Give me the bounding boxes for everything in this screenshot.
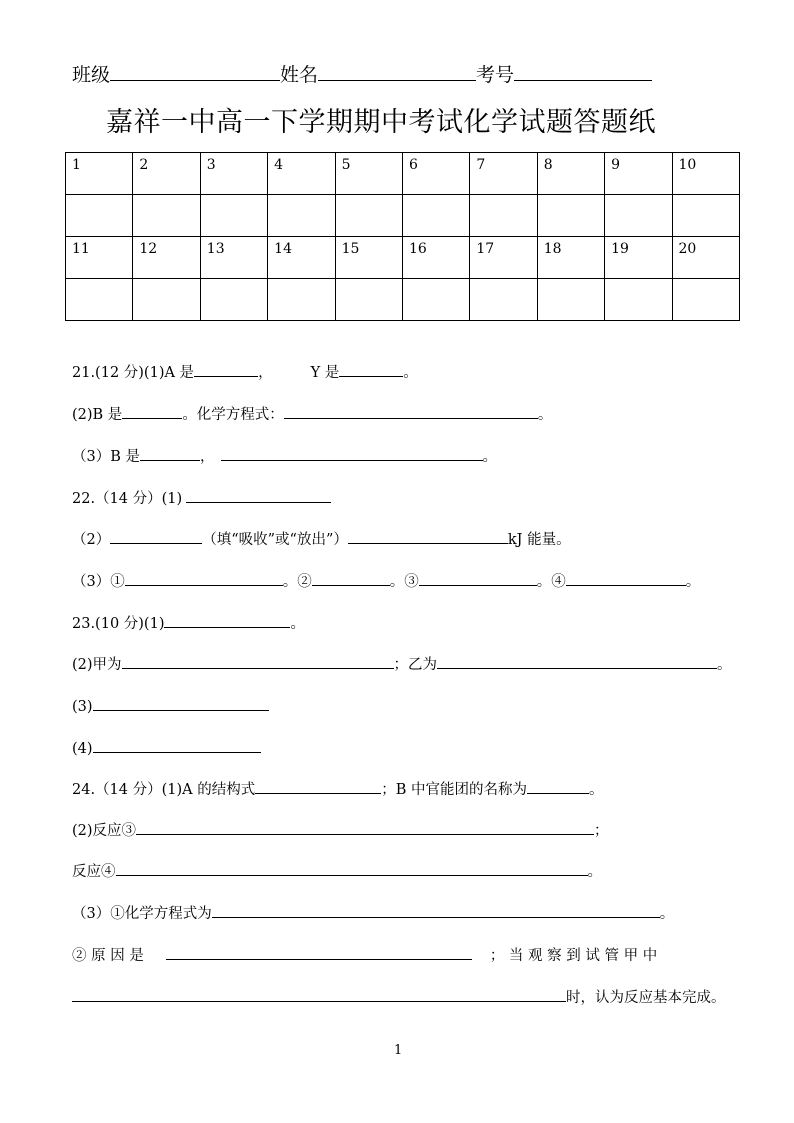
answer-blank[interactable] bbox=[122, 653, 394, 669]
answer-blank[interactable] bbox=[93, 737, 261, 753]
q22-line-1: 22.（14 分）(1) bbox=[72, 487, 331, 508]
grid-number-row-1 bbox=[66, 153, 740, 195]
grid-cell: 3 bbox=[200, 153, 267, 195]
grid-cell: 7 bbox=[470, 153, 537, 195]
answer-blank[interactable] bbox=[527, 778, 589, 794]
q24-line-4: （3）①化学方程式为 。 bbox=[72, 902, 674, 923]
grid-cell: 14 bbox=[268, 237, 335, 279]
answer-blank[interactable] bbox=[339, 361, 403, 377]
answer-blank[interactable] bbox=[348, 528, 508, 544]
grid-number-row-2 bbox=[66, 237, 740, 279]
q24-line-6: 时，认为反应基本完成。 bbox=[72, 986, 726, 1007]
grid-cell: 1 bbox=[66, 153, 133, 195]
answer-cell[interactable] bbox=[200, 279, 267, 321]
q24-line-5: ② 原 因 是 ； 当 观 察 到 试 管 甲 中 bbox=[72, 944, 657, 965]
q23-line-2: (2)甲为 ；乙为 。 bbox=[72, 653, 732, 674]
answer-cell[interactable] bbox=[66, 279, 133, 321]
grid-cell: 2 bbox=[133, 153, 200, 195]
answer-blank[interactable] bbox=[437, 653, 717, 669]
q23-line-1: 23.(10 分)(1) 。 bbox=[72, 612, 305, 633]
grid-cell: 17 bbox=[470, 237, 537, 279]
grid-answer-row-1 bbox=[66, 195, 740, 237]
page-number: 1 bbox=[394, 1043, 403, 1058]
answer-cell[interactable] bbox=[268, 195, 335, 237]
q21-line-2: (2)B 是 。化学方程式： 。 bbox=[72, 403, 552, 424]
answer-cell[interactable] bbox=[605, 279, 672, 321]
answer-blank[interactable] bbox=[93, 695, 269, 711]
q24-line-3: 反应④ 。 bbox=[72, 860, 602, 881]
answer-blank[interactable] bbox=[122, 403, 182, 419]
grid-cell: 16 bbox=[402, 237, 469, 279]
grid-cell: 8 bbox=[537, 153, 604, 195]
answer-cell[interactable] bbox=[470, 195, 537, 237]
answer-grid bbox=[65, 152, 740, 321]
grid-cell: 4 bbox=[268, 153, 335, 195]
q24-line-2: (2)反应③ ； bbox=[72, 819, 609, 840]
grid-cell: 13 bbox=[200, 237, 267, 279]
answer-blank[interactable] bbox=[284, 403, 538, 419]
grid-cell: 6 bbox=[402, 153, 469, 195]
name-blank[interactable] bbox=[318, 60, 476, 81]
answer-blank[interactable] bbox=[255, 778, 381, 794]
answer-blank[interactable] bbox=[312, 570, 390, 586]
answer-cell[interactable] bbox=[537, 279, 604, 321]
answer-cell[interactable] bbox=[133, 195, 200, 237]
grid-cell: 12 bbox=[133, 237, 200, 279]
grid-cell: 11 bbox=[66, 237, 133, 279]
grid-cell: 20 bbox=[672, 237, 739, 279]
answer-blank[interactable] bbox=[194, 361, 258, 377]
answer-blank[interactable] bbox=[166, 944, 472, 960]
answer-cell[interactable] bbox=[672, 279, 739, 321]
answer-blank[interactable] bbox=[140, 445, 200, 461]
name-label: 姓名 bbox=[280, 64, 319, 86]
class-label: 班级 bbox=[72, 64, 111, 86]
class-blank[interactable] bbox=[110, 60, 280, 81]
answer-cell[interactable] bbox=[537, 195, 604, 237]
exam-no-blank[interactable] bbox=[514, 60, 652, 81]
grid-cell: 5 bbox=[335, 153, 402, 195]
q21-line-1: 21.(12 分)(1)A 是 ， Y 是 。 bbox=[72, 361, 418, 382]
answer-blank[interactable] bbox=[221, 445, 483, 461]
answer-cell[interactable] bbox=[200, 195, 267, 237]
grid-cell: 10 bbox=[672, 153, 739, 195]
answer-blank[interactable] bbox=[116, 860, 588, 876]
answer-cell[interactable] bbox=[335, 195, 402, 237]
answer-blank[interactable] bbox=[125, 570, 283, 586]
answer-blank[interactable] bbox=[212, 902, 660, 918]
q22-line-3: （3）① 。② 。③ 。④ 。 bbox=[72, 570, 700, 591]
answer-cell[interactable] bbox=[672, 195, 739, 237]
answer-blank[interactable] bbox=[419, 570, 537, 586]
q23-line-4: (4) bbox=[72, 737, 261, 757]
answer-cell[interactable] bbox=[66, 195, 133, 237]
exam-no-label: 考号 bbox=[476, 64, 515, 86]
answer-blank[interactable] bbox=[136, 819, 594, 835]
answer-cell[interactable] bbox=[402, 195, 469, 237]
answer-blank[interactable] bbox=[164, 612, 290, 628]
grid-cell: 18 bbox=[537, 237, 604, 279]
grid-cell: 9 bbox=[605, 153, 672, 195]
q23-line-3: (3) bbox=[72, 695, 269, 715]
answer-cell[interactable] bbox=[605, 195, 672, 237]
answer-cell[interactable] bbox=[268, 279, 335, 321]
answer-cell[interactable] bbox=[402, 279, 469, 321]
answer-cell[interactable] bbox=[470, 279, 537, 321]
answer-blank[interactable] bbox=[186, 487, 331, 503]
q21-line-3: （3）B 是 ， 。 bbox=[72, 445, 497, 466]
answer-cell[interactable] bbox=[335, 279, 402, 321]
grid-cell: 15 bbox=[335, 237, 402, 279]
q22-line-2: （2） （填“吸收”或“放出”） kJ 能量。 bbox=[72, 528, 571, 549]
grid-answer-row-2 bbox=[66, 279, 740, 321]
grid-cell: 19 bbox=[605, 237, 672, 279]
header-line bbox=[72, 60, 652, 87]
answer-cell[interactable] bbox=[133, 279, 200, 321]
answer-blank[interactable] bbox=[72, 986, 566, 1002]
page-title: 嘉祥一中高一下学期期中考试化学试题答题纸 bbox=[106, 107, 656, 138]
q24-line-1: 24.（14 分）(1)A 的结构式 ；B 中官能团的名称为 。 bbox=[72, 778, 604, 799]
answer-blank[interactable] bbox=[566, 570, 686, 586]
answer-blank[interactable] bbox=[110, 528, 202, 544]
